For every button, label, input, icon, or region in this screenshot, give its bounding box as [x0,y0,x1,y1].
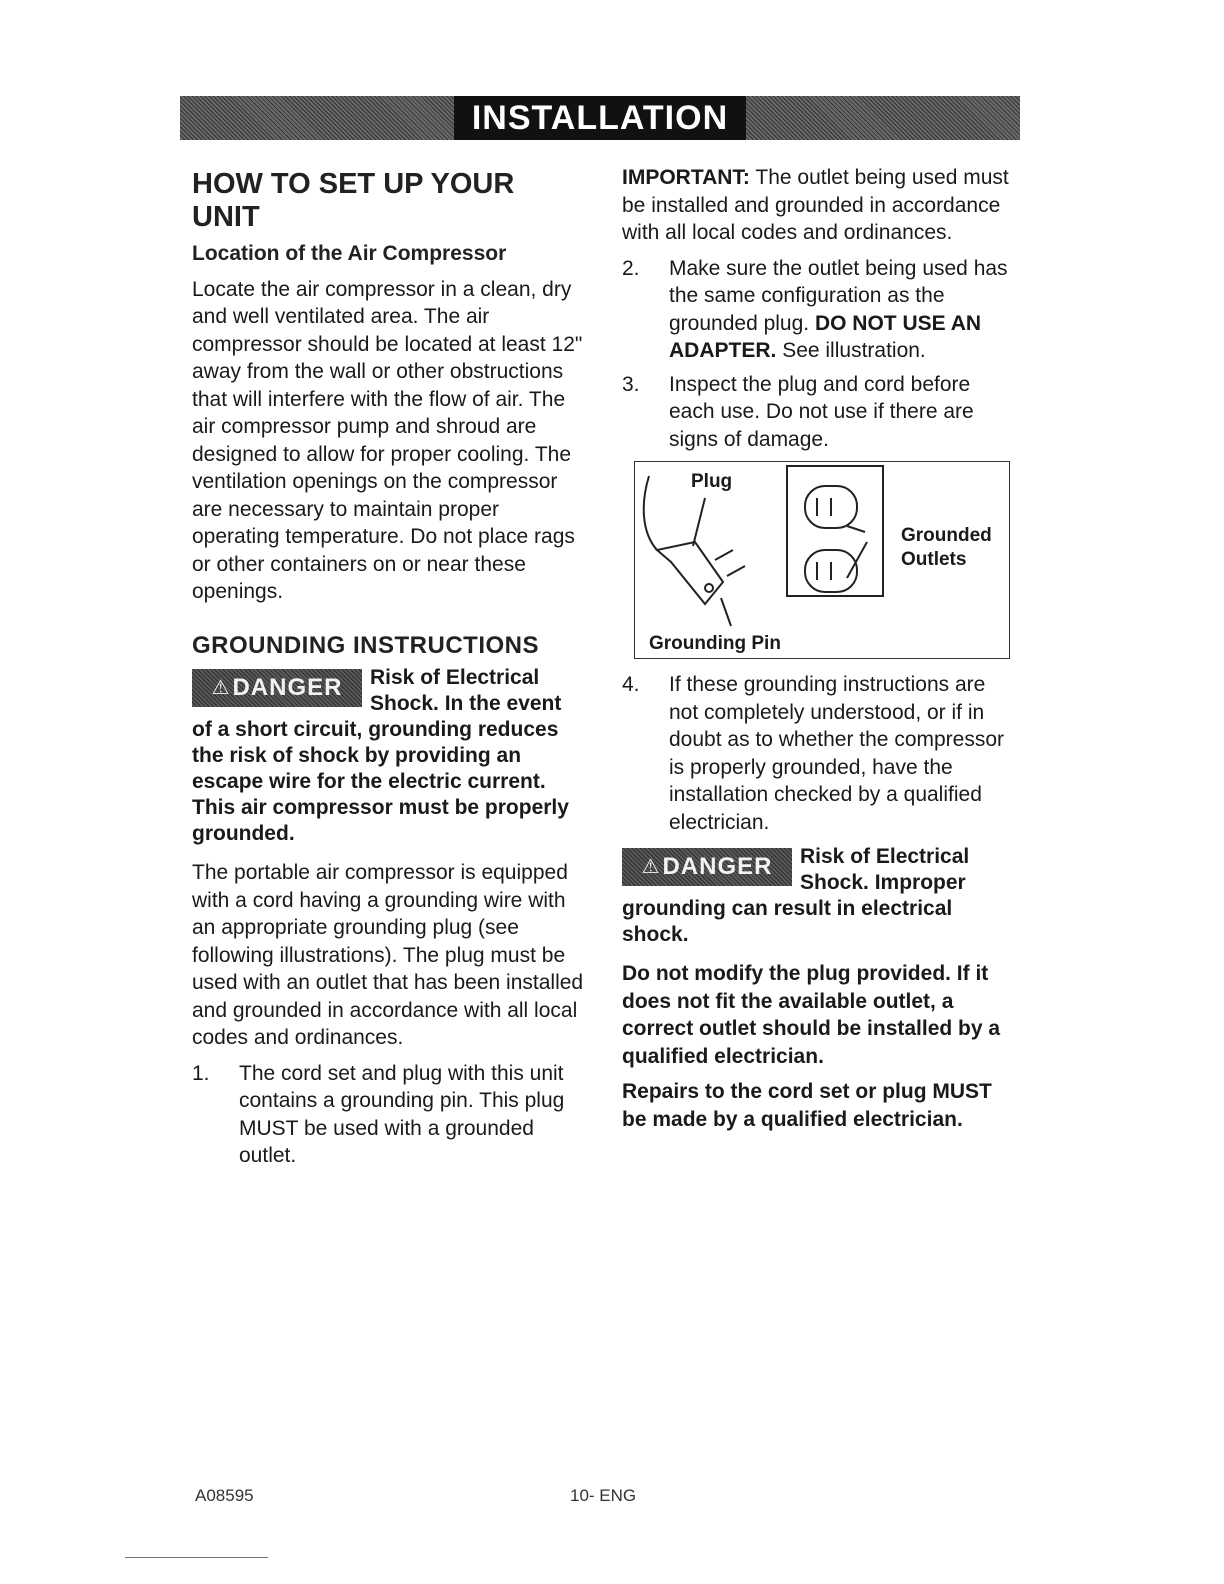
plug-pointer [693,498,705,546]
step-number: 4. [622,673,640,696]
page-title: HOW TO SET UP YOUR UNIT [192,168,515,233]
plug-outlet-illustration [634,461,1010,659]
important-text: The outlet being used must be installed and grounded in accordance with all local codes and ordinances. [622,166,1009,244]
important-label: IMPORTANT: [622,166,750,189]
danger-notice [622,844,1018,948]
step-number: 3. [622,372,640,396]
step-number: 1. [192,1061,210,1085]
outlets-label-1: Grounded [901,525,992,546]
danger-text: Risk of Electrical Shock. Improper grounding can result in electrical shock. [622,845,970,946]
step-list [192,1060,584,1170]
plug-prongs [715,550,745,576]
step-text: If these grounding instructions are not completely understood, or if in doubt as to whether the compressor is properly grounded, have the installation checked by a qualified electrician. [669,673,1005,834]
body-text: The portable air compressor is equipped with a cord having a grounding wire with an appropriate grounding plug (see following illustrations). The plug must be used with an outlet that has been installed and grounded in accordance with all local codes and ordinances. [192,861,584,1049]
danger-badge-label: DANGER [232,674,343,701]
step-text-end: See illustration. [782,339,926,362]
grounding-heading: GROUNDING INSTRUCTIONS [192,631,539,659]
plug-label: Plug [691,471,733,492]
danger-badge [192,669,362,707]
step-number: 2. [622,256,640,280]
list-item [622,371,1018,454]
list-item [622,671,1018,836]
danger-notice [192,665,584,847]
footer-rule [125,1557,268,1558]
step-warning: DO NOT USE AN ADAPTER. [669,311,982,362]
warning-triangle-icon: ⚠ [641,856,661,878]
warning-text: Repairs to the cord set or plug MUST be made by a qualified electrician. [622,1080,992,1131]
pin-pointer [721,598,731,626]
step-text: Make sure the outlet being used has the same configuration as the grounded plug. [669,256,1008,335]
grounding-pin-label: Grounding Pin [649,633,781,654]
cord-line [644,476,657,550]
danger-text: Risk of Electrical Shock. In the event of a short circuit, grounding reduces the risk of shock by providing an escape wire for the electric current. This air compressor must be properly grounded. [192,666,569,845]
step-text: The cord set and plug with this unit contains a grounding pin. This plug MUST be used with a grounded outlet. [239,1061,565,1167]
outlets-label-2: Outlets [901,549,967,570]
important-note [622,164,1018,247]
step-text: Inspect the plug and cord before each use. Do not use if there are signs of damage. [669,372,974,451]
left-column [192,164,584,1178]
plug-body [657,542,723,604]
list-item [622,255,1018,365]
location-text: Locate the air compressor in a clean, dry and well ventilated area. The air compressor should be located at least 12" away from the wall or other obstructions that will interfere with the flow of air. The air compressor pump and shroud are designed to allow for proper cooling. The ventilation openings on the compressor are necessary to maintain proper operating temperature. Do not place rags or other containers on or near these openings. [192,277,583,603]
warning-triangle-icon: ⚠ [211,677,231,699]
right-column [622,164,1018,1141]
step-list [622,671,1018,836]
section-banner [180,96,1020,140]
danger-badge-label: DANGER [662,853,773,880]
page-number: 10- ENG [570,1486,637,1505]
step-list [622,255,1018,454]
location-heading: Location of the Air Compressor [192,242,507,265]
document-code: A08595 [195,1486,254,1505]
danger-badge [622,848,792,886]
warning-text: Do not modify the plug provided. If it does not fit the available outlet, a correct outlet should be installed by a qualified electrician. [622,962,1001,1068]
banner-title: INSTALLATION [454,96,746,140]
list-item [192,1060,584,1170]
